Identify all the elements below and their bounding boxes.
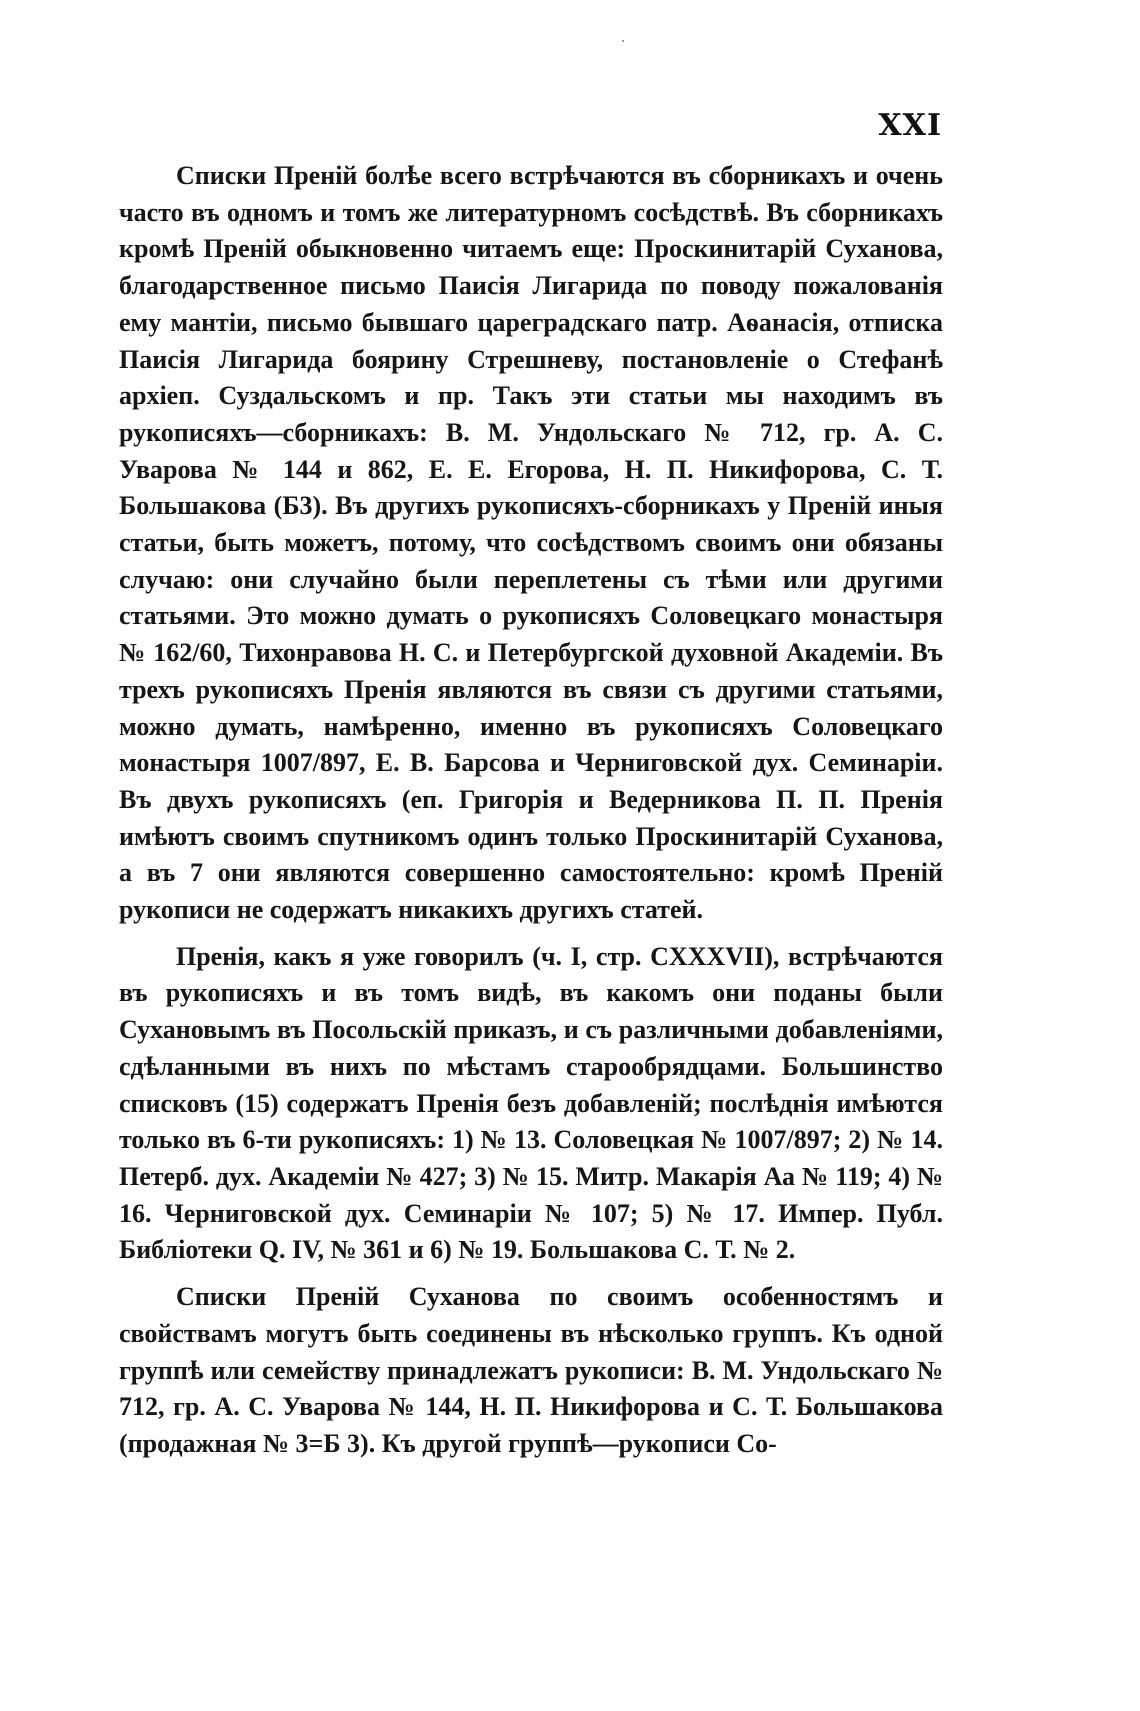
page-body bbox=[119, 158, 943, 1473]
paper-speck bbox=[622, 40, 624, 42]
page-number: XXI bbox=[878, 108, 942, 143]
paragraph-3: Списки Преній Суханова по своимъ особенностямъ и свойствамъ могутъ быть соединены въ нѣсколько группъ. Къ одной группѣ или семейству принадлежатъ рукописи: В. М. Ундольскаго № 712, гр. А. С. Уварова № 144, Н. П. Никифорова и С. Т. Большакова (продажная № 3=Б 3). Къ другой группѣ—рукописи Со- bbox=[119, 1282, 943, 1458]
paragraph-1: Списки Преній болѣе всего встрѣчаются въ сборникахъ и очень часто въ одномъ и томъ же литературномъ сосѣдствѣ. Въ сборникахъ кромѣ Преній обыкновенно читаемъ еще: Проскинитарій Суханова, благодарственное письмо Паисія Лигарида по поводу пожалованія ему мантіи, письмо бывшаго цареградскаго патр. Аѳанасія, отписка Паисія Лигарида боярину Стрешневу, постановленіе о Стефанѣ архіеп. Суздальскомъ и пр. Такъ эти статьи мы находимъ въ рукописяхъ—сборникахъ: В. М. Ундольскаго № 712, гр. А. С. Уварова № 144 и 862, Е. Е. Егорова, Н. П. Никифорова, С. Т. Большакова (Б3). Въ другихъ рукописяхъ-сборникахъ у Преній иныя статьи, быть можетъ, потому, что сосѣдствомъ своимъ они обязаны случаю: они случайно были переплетены съ тѣми или другими статьями. Это можно думать о рукописяхъ Соловецкаго монастыря № 162/60, Тихонравова Н. С. и Петербургской духовной Академіи. Въ трехъ рукописяхъ Пренія являются въ связи съ другими статьями, можно думать, намѣренно, именно въ рукописяхъ Соловецкаго монастыря 1007/897, Е. В. Барсова и Черниговской дух. Семинаріи. Въ двухъ рукописяхъ (еп. Григорія и Ведерникова П. П. Пренія имѣютъ своимъ спутникомъ одинъ только Проскинитарій Суханова, а въ 7 они являются совершенно самостоятельно: кромѣ Преній рукописи не содержатъ никакихъ другихъ статей. bbox=[119, 161, 943, 925]
paragraph-2: Пренія, какъ я уже говорилъ (ч. I, стр. CXXXVII), встрѣчаются въ рукописяхъ и въ томъ видѣ, въ какомъ они поданы были Сухановымъ въ Посольскій приказъ, и съ различными добавленіями, сдѣланными въ нихъ по мѣстамъ старообрядцами. Большинство списковъ (15) содержатъ Пренія безъ добавленій; послѣднія имѣются только въ 6-ти рукописяхъ: 1) № 13. Соловецкая № 1007/897; 2) № 14. Петерб. дух. Академіи № 427; 3) № 15. Митр. Макарія Аа № 119; 4) № 16. Черниговской дух. Семинаріи № 107; 5) № 17. Импер. Публ. Библіотеки Q. IV, № 361 и 6) № 19. Большакова С. Т. № 2. bbox=[119, 941, 943, 1265]
